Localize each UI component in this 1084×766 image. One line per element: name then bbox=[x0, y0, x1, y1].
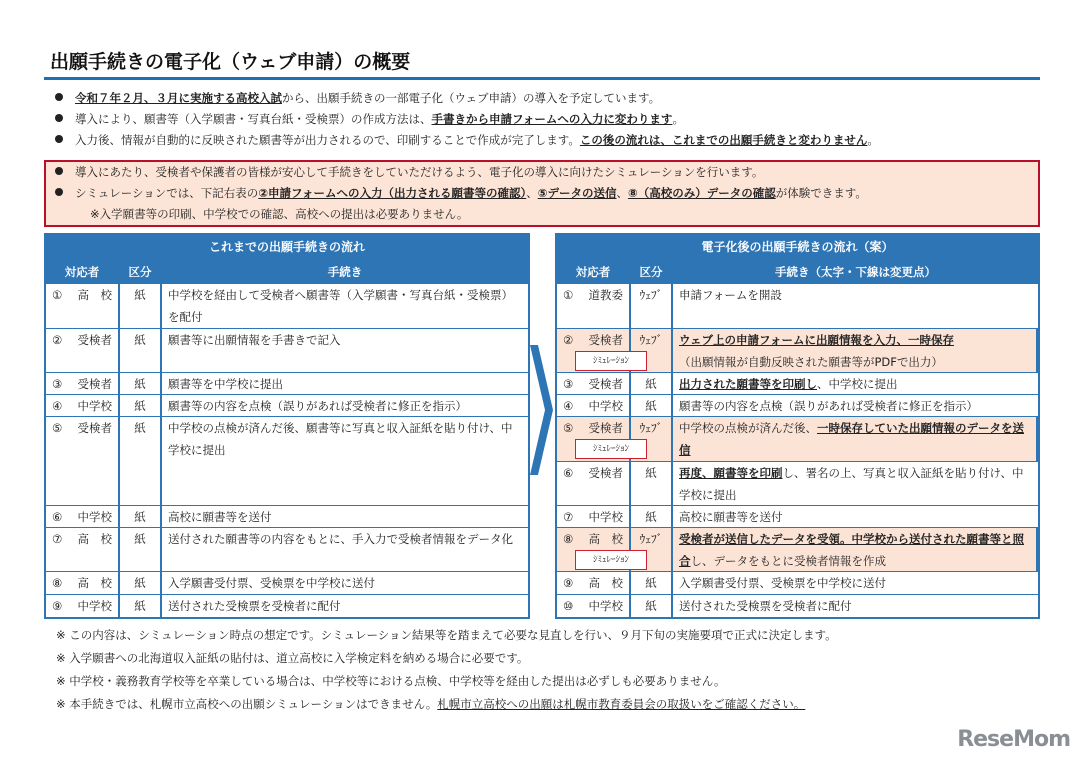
step-number: ⑧ bbox=[52, 576, 63, 590]
step-number: ⑧ bbox=[563, 532, 574, 546]
responsible: 受検者 bbox=[77, 377, 112, 391]
header-row bbox=[557, 260, 1038, 283]
procedure-cell bbox=[162, 572, 528, 594]
bullet-icon bbox=[55, 93, 63, 101]
responsible: 受検者 bbox=[588, 377, 623, 391]
category-cell: 紙 bbox=[120, 284, 162, 328]
emphasis-text: ⑤データの送信 bbox=[537, 186, 617, 200]
text-segment: 中学校の点検が済んだ後、 bbox=[679, 421, 817, 435]
table-row bbox=[557, 416, 1038, 461]
table-row bbox=[46, 571, 528, 594]
resemom-logo: ReseMom bbox=[957, 727, 1070, 752]
table-row bbox=[557, 372, 1038, 394]
step-number: ⑦ bbox=[52, 532, 63, 546]
column-header: 区分 bbox=[631, 261, 673, 283]
text-segment: 入力後、情報が自動的に反映された願書等が出力されるので、印刷することで作成が完了します。 bbox=[75, 133, 580, 147]
responsible: 高 校 bbox=[77, 576, 112, 590]
emphasis-text: ⑧（高校のみ）データの確認 bbox=[627, 186, 776, 200]
responsible-cell bbox=[46, 395, 120, 416]
simulation-badge: ｼﾐｭﾚｰｼｮﾝ bbox=[575, 439, 647, 459]
step-number: ④ bbox=[563, 399, 574, 413]
text-segment: し、データをもとに受検者情報を作成 bbox=[690, 554, 886, 568]
responsible-cell bbox=[46, 284, 120, 328]
category-cell: 紙 bbox=[120, 417, 162, 505]
text-segment: 札幌市立高校への出願は札幌市教育委員会の取扱いをご確認ください。 bbox=[437, 697, 806, 711]
category-cell: 紙 bbox=[631, 462, 673, 505]
responsible: 中学校 bbox=[77, 399, 112, 413]
step-number: ③ bbox=[52, 377, 63, 391]
responsible-cell bbox=[46, 595, 120, 617]
responsible-cell bbox=[557, 284, 631, 328]
table-row bbox=[46, 372, 528, 394]
step-number: ④ bbox=[52, 399, 63, 413]
step-number: ① bbox=[52, 288, 63, 302]
step-number: ⑦ bbox=[563, 510, 574, 524]
procedure-cell bbox=[162, 506, 528, 527]
emphasis-text: この後の流れは、これまでの出願手続きと変わりません bbox=[579, 133, 868, 147]
category-cell: ｳｪﾌﾞ bbox=[631, 417, 673, 461]
responsible: 受検者 bbox=[77, 333, 112, 347]
table-row bbox=[557, 571, 1038, 594]
responsible: 高 校 bbox=[77, 288, 112, 302]
table-row bbox=[46, 328, 528, 372]
procedure-cell bbox=[162, 528, 528, 571]
emphasis-text: 令和７年２月、３月に実施する高校入試 bbox=[75, 91, 282, 105]
emphasis-text: 再度、願書等を印刷 bbox=[679, 466, 783, 480]
column-header: 対応者 bbox=[46, 261, 120, 283]
text-segment: 高校に願書等を送付 bbox=[168, 510, 272, 524]
text-segment: ※ この内容は、シミュレーション時点の想定です。シミュレーション結果等を踏まえて必要な見直しを行い、９月下旬の実施要項で正式に決定します。 bbox=[56, 628, 837, 642]
step-number: ⑤ bbox=[52, 421, 63, 435]
procedure-cell bbox=[162, 417, 528, 505]
responsible: 中学校 bbox=[77, 599, 112, 613]
table-row bbox=[46, 394, 528, 416]
simulation-bullet bbox=[55, 164, 763, 180]
procedure-cell bbox=[162, 373, 528, 394]
procedure-cell bbox=[673, 595, 1038, 617]
table-row bbox=[557, 594, 1038, 617]
footnote bbox=[56, 627, 837, 643]
responsible: 受検者 bbox=[77, 421, 112, 435]
procedure-cell bbox=[673, 506, 1038, 527]
arrow-right-icon bbox=[530, 345, 553, 475]
category-cell: 紙 bbox=[120, 595, 162, 617]
responsible-cell bbox=[557, 506, 631, 527]
table-row bbox=[46, 283, 528, 328]
step-number: ⑥ bbox=[563, 466, 574, 480]
text-segment: ※ 中学校・義務教育学校等を卒業している場合は、中学校等における点検、中学校等を経由した提出は必ずしも必要ありません。 bbox=[56, 674, 726, 688]
header-row bbox=[46, 260, 528, 283]
procedure-cell bbox=[673, 373, 1038, 394]
responsible: 受検者 bbox=[588, 421, 623, 435]
procedure-cell bbox=[162, 595, 528, 617]
procedure-cell bbox=[673, 284, 1038, 328]
emphasis-text: 手書きから申請フォームへの入力に変わります bbox=[431, 112, 673, 126]
responsible-cell bbox=[46, 506, 120, 527]
simulation-badge: ｼﾐｭﾚｰｼｮﾝ bbox=[575, 351, 647, 371]
text-segment: 、中学校に提出 bbox=[817, 377, 898, 391]
responsible: 中学校 bbox=[588, 599, 623, 613]
text-segment: 入学願書受付票、受検票を中学校に送付 bbox=[679, 576, 886, 590]
procedure-cell bbox=[162, 329, 528, 372]
column-header: 手続き（太字・下線は変更点） bbox=[673, 261, 1038, 283]
step-number: ③ bbox=[563, 377, 574, 391]
table-row bbox=[557, 461, 1038, 505]
responsible: 道教委 bbox=[588, 288, 623, 302]
text-segment: ※ 入学願書への北海道収入証紙の貼付は、道立高校に入学検定料を納める場合に必要です。 bbox=[56, 651, 529, 665]
category-cell: 紙 bbox=[120, 528, 162, 571]
procedure-cell bbox=[673, 462, 1038, 505]
footnote bbox=[56, 673, 725, 689]
emphasis-text: 一時保存していた出願情報のデータを送信 bbox=[679, 421, 1024, 457]
emphasis-text: 受検者が送信したデータを受領。中学校から送付された願書等と照合 bbox=[679, 532, 1024, 568]
digital-flow-table bbox=[555, 233, 1040, 619]
procedure-cell bbox=[673, 417, 1038, 461]
step-number: ② bbox=[52, 333, 63, 347]
responsible-cell bbox=[557, 572, 631, 594]
bullet-item bbox=[55, 132, 879, 148]
bullet-icon bbox=[55, 135, 63, 143]
text-segment: 、 bbox=[616, 186, 628, 200]
responsible: 高 校 bbox=[588, 576, 623, 590]
table-row bbox=[557, 394, 1038, 416]
simulation-note: ※入学願書等の印刷、中学校での確認、高校への提出は必要ありません。 bbox=[90, 207, 469, 221]
responsible-cell bbox=[46, 528, 120, 571]
text-segment: から、出願手続きの一部電子化（ウェブ申請）の導入を予定しています。 bbox=[282, 91, 661, 105]
responsible: 中学校 bbox=[588, 510, 623, 524]
emphasis-text: ②申請フォームへの入力（出力される願書等の確認） bbox=[258, 186, 527, 200]
text-segment: 送付された願書等の内容をもとに、手入力で受検者情報をデータ化 bbox=[168, 532, 513, 546]
table-title: 電子化後の出願手続きの流れ（案） bbox=[701, 240, 894, 254]
column-header: 手続き bbox=[162, 261, 528, 283]
step-number: ① bbox=[563, 288, 574, 302]
procedure-cell bbox=[673, 528, 1038, 571]
responsible: 受検者 bbox=[588, 466, 623, 480]
procedure-cell bbox=[673, 329, 1038, 372]
category-cell: 紙 bbox=[631, 572, 673, 594]
step-number: ⑩ bbox=[563, 599, 574, 613]
step-number: ⑤ bbox=[563, 421, 574, 435]
text-segment: （出願情報が自動反映された願書等がPDFで出力） bbox=[679, 355, 943, 369]
category-cell: ｳｪﾌﾞ bbox=[631, 528, 673, 571]
text-segment: 導入にあたり、受検者や保護者の皆様が安心して手続きをしていただけるよう、電子化の導入に向けたシミュレーションを行います。 bbox=[75, 165, 764, 179]
category-cell: ｳｪﾌﾞ bbox=[631, 284, 673, 328]
category-cell: 紙 bbox=[631, 595, 673, 617]
responsible-cell bbox=[46, 417, 120, 505]
text-segment: 高校に願書等を送付 bbox=[679, 510, 783, 524]
procedure-cell bbox=[162, 284, 528, 328]
text-segment: 送付された受検票を受検者に配付 bbox=[679, 599, 852, 613]
text-segment: 送付された受検票を受検者に配付 bbox=[168, 599, 341, 613]
responsible-cell bbox=[557, 373, 631, 394]
responsible: 高 校 bbox=[588, 532, 623, 546]
simulation-bullet bbox=[55, 185, 867, 201]
text-segment: し、署名の上、写真と収入証紙を貼り付け、中学校に提出 bbox=[679, 466, 1024, 502]
table-row bbox=[46, 594, 528, 617]
category-cell: 紙 bbox=[120, 373, 162, 394]
responsible: 中学校 bbox=[588, 399, 623, 413]
table-body bbox=[557, 260, 1038, 617]
table-row bbox=[557, 328, 1038, 372]
responsible-cell bbox=[557, 462, 631, 505]
responsible-cell bbox=[557, 395, 631, 416]
step-number: ② bbox=[563, 333, 574, 347]
step-number: ⑥ bbox=[52, 510, 63, 524]
text-segment: 、 bbox=[526, 186, 538, 200]
column-header: 対応者 bbox=[557, 261, 631, 283]
bullet-icon bbox=[55, 114, 63, 122]
table-row bbox=[46, 527, 528, 571]
table-row bbox=[557, 283, 1038, 328]
category-cell: ｳｪﾌﾞ bbox=[631, 329, 673, 372]
procedure-cell bbox=[673, 572, 1038, 594]
text-segment: 願書等の内容を点検（誤りがあれば受検者に修正を指示） bbox=[679, 399, 978, 413]
category-cell: 紙 bbox=[631, 373, 673, 394]
responsible-cell bbox=[46, 572, 120, 594]
footnote bbox=[56, 650, 528, 666]
page-title: 出願手続きの電子化（ウェブ申請）の概要 bbox=[50, 51, 411, 73]
simulation-badge: ｼﾐｭﾚｰｼｮﾝ bbox=[575, 550, 647, 570]
text-segment: 導入により、願書等（入学願書・写真台紙・受検票）の作成方法は、 bbox=[75, 112, 432, 126]
text-segment: が体験できます。 bbox=[775, 186, 867, 200]
text-segment: 願書等の内容を点検（誤りがあれば受検者に修正を指示） bbox=[168, 399, 467, 413]
table-row bbox=[46, 416, 528, 505]
procedure-cell bbox=[673, 395, 1038, 416]
table-body bbox=[46, 260, 528, 617]
responsible-cell bbox=[46, 329, 120, 372]
emphasis-text: 出力された願書等を印刷し bbox=[679, 377, 817, 391]
text-segment: 中学校の点検が済んだ後、願書等に写真と収入証紙を貼り付け、中学校に提出 bbox=[168, 421, 513, 457]
category-cell: 紙 bbox=[120, 329, 162, 372]
step-number: ⑨ bbox=[563, 576, 574, 590]
text-segment: 願書等に出願情報を手書きで記入 bbox=[168, 333, 341, 347]
text-segment: 。 bbox=[672, 112, 684, 126]
text-segment: 願書等を中学校に提出 bbox=[168, 377, 283, 391]
footnote bbox=[56, 696, 805, 712]
responsible: 高 校 bbox=[77, 532, 112, 546]
bullet-item bbox=[55, 90, 660, 106]
responsible: 中学校 bbox=[77, 510, 112, 524]
table-row bbox=[46, 505, 528, 527]
text-segment: 。 bbox=[867, 133, 879, 147]
responsible: 受検者 bbox=[588, 333, 623, 347]
text-segment: 入学願書受付票、受検票を中学校に送付 bbox=[168, 576, 375, 590]
category-cell: 紙 bbox=[631, 395, 673, 416]
bullet-item bbox=[55, 111, 684, 127]
step-number: ⑨ bbox=[52, 599, 63, 613]
responsible-cell bbox=[46, 373, 120, 394]
table-row bbox=[557, 505, 1038, 527]
title-rule bbox=[44, 77, 1040, 80]
table-row bbox=[557, 527, 1038, 571]
text-segment: シミュレーションでは、下記右表の bbox=[75, 186, 259, 200]
current-flow-table bbox=[44, 233, 530, 619]
column-header: 区分 bbox=[120, 261, 162, 283]
procedure-cell bbox=[162, 395, 528, 416]
text-segment: 申請フォームを開設 bbox=[679, 288, 782, 302]
bullet-icon bbox=[55, 188, 63, 196]
category-cell: 紙 bbox=[120, 572, 162, 594]
category-cell: 紙 bbox=[631, 506, 673, 527]
category-cell: 紙 bbox=[120, 395, 162, 416]
category-cell: 紙 bbox=[120, 506, 162, 527]
responsible-cell bbox=[557, 595, 631, 617]
table-title: これまでの出願手続きの流れ bbox=[208, 240, 365, 254]
emphasis-text: ウェブ上の申請フォームに出願情報を入力、一時保存 bbox=[679, 333, 954, 347]
text-segment: ※ 本手続きでは、札幌市立高校への出願シミュレーションはできません。 bbox=[56, 697, 438, 711]
text-segment: 中学校を経由して受検者へ願書等（入学願書・写真台紙・受検票）を配付 bbox=[168, 288, 513, 324]
bullet-icon bbox=[55, 167, 63, 175]
